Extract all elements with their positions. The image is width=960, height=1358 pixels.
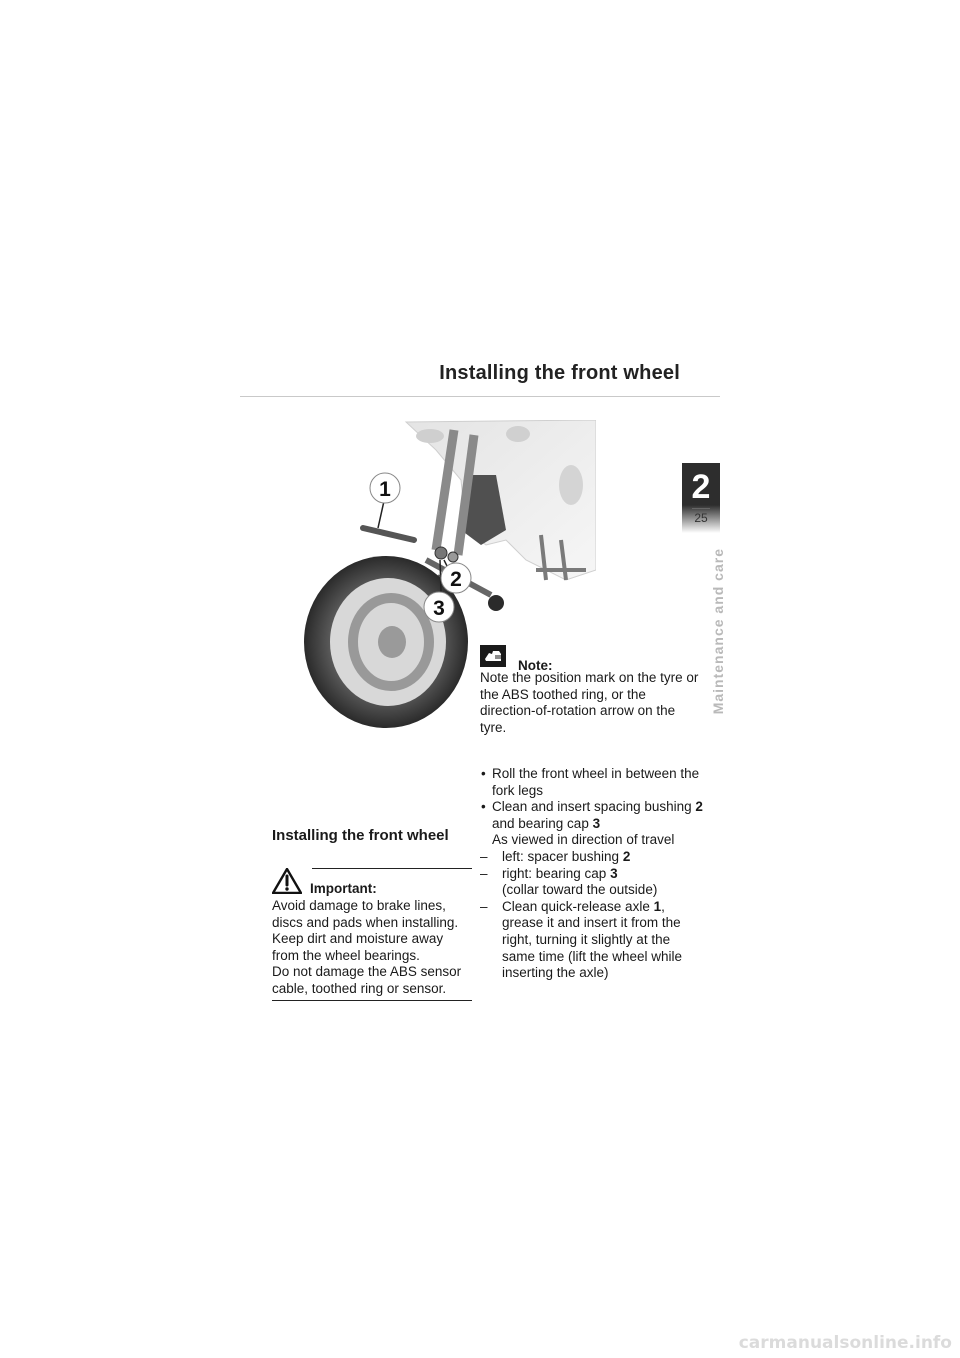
chapter-divider [692, 508, 710, 509]
important-line: Keep dirt and moisture away from the wheel bearings. [272, 931, 444, 963]
part-number: 2 [622, 848, 631, 864]
callout-label-2: 2 [450, 568, 462, 591]
step-text: Roll the front wheel in between the fork legs [492, 766, 700, 798]
sub-step-text: , grease it and insert it from the right, turning it slightly at the same time (lift the wheel while inserting the axle) [502, 898, 683, 981]
mirror-shape [506, 426, 530, 442]
part-number: 3 [592, 815, 601, 831]
svg-text:carmanualsonline.info: carmanualsonline.info [738, 1333, 952, 1353]
part-number: 1 [653, 898, 662, 914]
part-number: 2 [695, 799, 703, 815]
quick-release-axle [363, 528, 414, 540]
step-list [480, 766, 705, 982]
callout-label-1: 1 [379, 478, 391, 501]
spacer-bushing [435, 547, 447, 559]
page-number: 25 [694, 511, 708, 525]
chapter-tab [682, 463, 720, 533]
note-hand-icon [480, 645, 506, 667]
lamp-shape [559, 465, 583, 505]
stand-roller [488, 595, 504, 611]
step-text: Clean and insert spacing bushing [492, 799, 696, 815]
sub-step-item [480, 849, 705, 866]
note-text: Note the position mark on the tyre or the ABS toothed ring, or the direction-of-rotation arrow on the tyre. [480, 670, 699, 735]
sub-step-text: right: bearing cap [502, 865, 611, 881]
indicator-shape [416, 429, 444, 443]
bearing-cap [448, 552, 458, 562]
sub-step-item [480, 866, 705, 899]
side-section-label: Maintenance and care [710, 548, 726, 715]
title-divider [240, 396, 720, 397]
step-item [480, 799, 705, 982]
note-title: Note: [518, 658, 553, 673]
chapter-number: 2 [691, 468, 711, 506]
important-top-divider [312, 868, 472, 869]
important-title: Important: [310, 881, 377, 896]
important-block [272, 868, 472, 1001]
step-text: As viewed in direction of travel [492, 832, 675, 848]
sub-step-list [492, 849, 705, 982]
section-heading: Installing the front wheel [272, 827, 449, 844]
watermark-logo [632, 1330, 952, 1354]
step-item [480, 766, 705, 799]
important-line: Avoid damage to brake lines, discs and pads when installing. [272, 898, 459, 930]
important-line: Do not damage the ABS sensor cable, toothed ring or sensor. [272, 964, 462, 996]
step-text: and bearing cap [492, 815, 593, 831]
part-number: 3 [610, 865, 618, 881]
sub-step-text: Clean quick-release axle [502, 898, 654, 914]
callout-label-3: 3 [433, 597, 445, 620]
note-block [480, 645, 700, 736]
sub-step-text: (collar toward the outside) [502, 882, 658, 898]
sub-step-text: left: spacer bushing [502, 848, 623, 864]
sub-step-item [480, 899, 705, 982]
wheel-hub [378, 626, 406, 658]
note-hand-glyph [480, 645, 506, 667]
warning-triangle-icon [272, 868, 302, 894]
page-title: Installing the front wheel [439, 362, 680, 384]
